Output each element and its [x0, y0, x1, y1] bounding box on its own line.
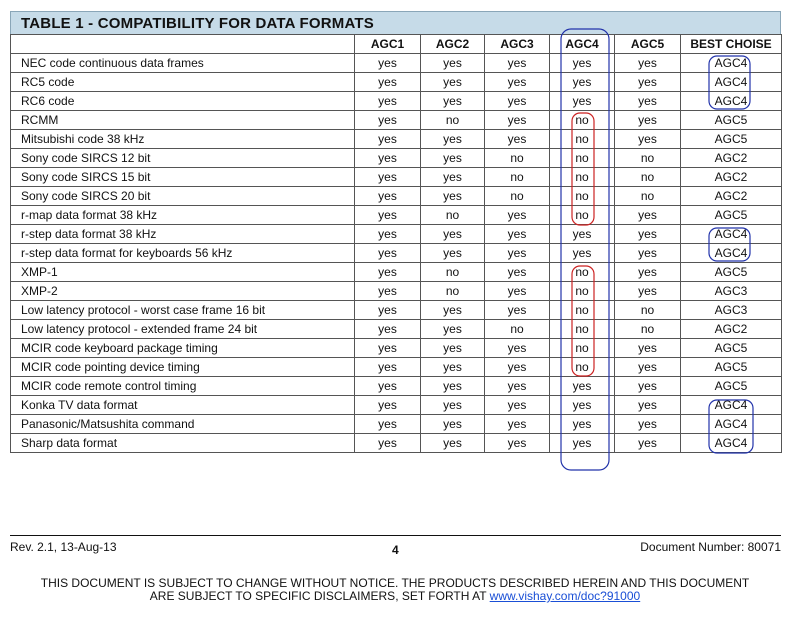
compat-cell: yes	[421, 415, 485, 434]
compat-cell: yes	[550, 396, 615, 415]
compat-cell: yes	[615, 92, 681, 111]
compat-cell: yes	[615, 396, 681, 415]
compat-cell: no	[485, 168, 550, 187]
compat-cell: yes	[485, 73, 550, 92]
compat-cell: yes	[355, 130, 421, 149]
compat-cell: no	[615, 320, 681, 339]
format-name-cell: Sharp data format	[11, 434, 355, 453]
compat-cell: yes	[355, 54, 421, 73]
compat-cell: AGC4	[681, 92, 782, 111]
document-number: Document Number: 80071	[640, 540, 781, 554]
compat-cell: AGC2	[681, 320, 782, 339]
compat-cell: yes	[485, 206, 550, 225]
format-name-cell: Sony code SIRCS 15 bit	[11, 168, 355, 187]
compat-cell: yes	[421, 244, 485, 263]
compat-cell: no	[550, 263, 615, 282]
header-col-6: BEST CHOISE	[681, 35, 782, 54]
compat-cell: yes	[355, 339, 421, 358]
compat-cell: yes	[485, 225, 550, 244]
compat-cell: yes	[355, 225, 421, 244]
compat-cell: yes	[615, 54, 681, 73]
compat-cell: yes	[485, 282, 550, 301]
header-col-5: AGC5	[615, 35, 681, 54]
table-row	[11, 92, 782, 111]
format-name-cell: RC6 code	[11, 92, 355, 111]
compat-cell: AGC2	[681, 168, 782, 187]
format-name-cell: Panasonic/Matsushita command	[11, 415, 355, 434]
revision-label: Rev. 2.1, 13-Aug-13	[10, 540, 117, 554]
compat-cell: yes	[421, 434, 485, 453]
compat-cell: yes	[550, 244, 615, 263]
format-name-cell: MCIR code keyboard package timing	[11, 339, 355, 358]
footer-divider	[10, 535, 781, 536]
compat-cell: yes	[355, 206, 421, 225]
compat-cell: yes	[421, 225, 485, 244]
header-col-3: AGC3	[485, 35, 550, 54]
table-row	[11, 263, 782, 282]
compat-cell: AGC3	[681, 301, 782, 320]
compat-cell: yes	[615, 263, 681, 282]
compat-cell: yes	[485, 130, 550, 149]
compat-cell: yes	[421, 301, 485, 320]
compat-cell: no	[550, 320, 615, 339]
format-name-cell: Low latency protocol - worst case frame 16 bit	[11, 301, 355, 320]
compat-cell: yes	[615, 358, 681, 377]
table-row	[11, 377, 782, 396]
table-row	[11, 149, 782, 168]
compat-cell: yes	[550, 225, 615, 244]
header-format	[11, 35, 355, 54]
compat-cell: no	[485, 320, 550, 339]
compatibility-table-container	[10, 11, 781, 453]
format-name-cell: r-map data format 38 kHz	[11, 206, 355, 225]
compat-cell: yes	[355, 282, 421, 301]
compat-cell: yes	[550, 92, 615, 111]
compat-cell: yes	[355, 187, 421, 206]
compat-cell: no	[550, 358, 615, 377]
compat-cell: yes	[550, 377, 615, 396]
compat-cell: no	[421, 282, 485, 301]
compat-cell: yes	[485, 111, 550, 130]
table-header-row	[11, 35, 782, 54]
compat-cell: no	[550, 301, 615, 320]
format-name-cell: RCMM	[11, 111, 355, 130]
compat-cell: AGC5	[681, 339, 782, 358]
format-name-cell: Sony code SIRCS 20 bit	[11, 187, 355, 206]
compat-cell: yes	[485, 434, 550, 453]
compat-cell: no	[550, 339, 615, 358]
compat-cell: AGC5	[681, 263, 782, 282]
compat-cell: no	[550, 168, 615, 187]
table-row	[11, 73, 782, 92]
format-name-cell: MCIR code pointing device timing	[11, 358, 355, 377]
compat-cell: yes	[421, 92, 485, 111]
table-row	[11, 396, 782, 415]
compat-cell: yes	[550, 434, 615, 453]
table-row	[11, 301, 782, 320]
compatibility-table	[10, 34, 782, 453]
table-row	[11, 225, 782, 244]
compat-cell: yes	[615, 434, 681, 453]
compat-cell: yes	[485, 396, 550, 415]
compat-cell: yes	[355, 73, 421, 92]
compat-cell: no	[615, 187, 681, 206]
compat-cell: yes	[355, 168, 421, 187]
table-row	[11, 187, 782, 206]
format-name-cell: r-step data format for keyboards 56 kHz	[11, 244, 355, 263]
table-row	[11, 434, 782, 453]
compat-cell: yes	[485, 244, 550, 263]
format-name-cell: Mitsubishi code 38 kHz	[11, 130, 355, 149]
compat-cell: AGC4	[681, 225, 782, 244]
disclaimer-link[interactable]: www.vishay.com/doc?91000	[489, 589, 641, 603]
disclaimer-line-2	[0, 590, 790, 603]
compat-cell: yes	[615, 225, 681, 244]
compat-cell: yes	[355, 377, 421, 396]
compat-cell: yes	[421, 130, 485, 149]
compat-cell: yes	[485, 377, 550, 396]
compat-cell: no	[421, 263, 485, 282]
compat-cell: no	[615, 168, 681, 187]
compat-cell: yes	[485, 263, 550, 282]
compat-cell: AGC4	[681, 434, 782, 453]
compat-cell: yes	[485, 301, 550, 320]
compat-cell: no	[421, 206, 485, 225]
format-name-cell: r-step data format 38 kHz	[11, 225, 355, 244]
compat-cell: AGC2	[681, 149, 782, 168]
compat-cell: yes	[485, 92, 550, 111]
compat-cell: AGC3	[681, 282, 782, 301]
compat-cell: yes	[421, 73, 485, 92]
table-row	[11, 206, 782, 225]
table-row	[11, 244, 782, 263]
format-name-cell: XMP-1	[11, 263, 355, 282]
format-name-cell: RC5 code	[11, 73, 355, 92]
compat-cell: AGC5	[681, 111, 782, 130]
compat-cell: yes	[355, 434, 421, 453]
format-name-cell: NEC code continuous data frames	[11, 54, 355, 73]
compat-cell: no	[615, 149, 681, 168]
compat-cell: yes	[615, 73, 681, 92]
compat-cell: AGC5	[681, 358, 782, 377]
compat-cell: yes	[485, 54, 550, 73]
compat-cell: AGC5	[681, 377, 782, 396]
compat-cell: yes	[550, 415, 615, 434]
compat-cell: yes	[550, 54, 615, 73]
compat-cell: AGC4	[681, 396, 782, 415]
compat-cell: no	[550, 206, 615, 225]
compat-cell: yes	[615, 130, 681, 149]
table-row	[11, 415, 782, 434]
disclaimer-line-2-text: ARE SUBJECT TO SPECIFIC DISCLAIMERS, SET FORTH AT	[149, 589, 487, 603]
table-row	[11, 130, 782, 149]
compat-cell: yes	[615, 111, 681, 130]
format-name-cell: Low latency protocol - extended frame 24 bit	[11, 320, 355, 339]
compat-cell: yes	[421, 358, 485, 377]
compat-cell: AGC2	[681, 187, 782, 206]
table-row	[11, 111, 782, 130]
compat-cell: yes	[355, 396, 421, 415]
compat-cell: AGC4	[681, 415, 782, 434]
format-name-cell: Konka TV data format	[11, 396, 355, 415]
compat-cell: yes	[355, 244, 421, 263]
compat-cell: AGC4	[681, 244, 782, 263]
compat-cell: no	[615, 301, 681, 320]
table-row	[11, 358, 782, 377]
compat-cell: yes	[615, 206, 681, 225]
compat-cell: yes	[421, 187, 485, 206]
compat-cell: yes	[355, 320, 421, 339]
table-row	[11, 339, 782, 358]
compat-cell: no	[550, 130, 615, 149]
compat-cell: yes	[615, 282, 681, 301]
disclaimer	[0, 577, 790, 603]
table-row	[11, 54, 782, 73]
compat-cell: yes	[421, 396, 485, 415]
compat-cell: yes	[355, 263, 421, 282]
header-col-1: AGC1	[355, 35, 421, 54]
compat-cell: no	[550, 111, 615, 130]
compat-cell: yes	[421, 149, 485, 168]
compat-cell: AGC5	[681, 206, 782, 225]
compat-cell: yes	[421, 377, 485, 396]
compat-cell: no	[550, 282, 615, 301]
compat-cell: yes	[615, 339, 681, 358]
compat-cell: yes	[355, 301, 421, 320]
header-col-2: AGC2	[421, 35, 485, 54]
compat-cell: yes	[355, 92, 421, 111]
format-name-cell: MCIR code remote control timing	[11, 377, 355, 396]
table-body	[11, 54, 782, 453]
compat-cell: no	[550, 149, 615, 168]
compat-cell: yes	[550, 73, 615, 92]
compat-cell: AGC4	[681, 54, 782, 73]
table-row	[11, 282, 782, 301]
compat-cell: yes	[421, 339, 485, 358]
compat-cell: no	[550, 187, 615, 206]
compat-cell: yes	[485, 415, 550, 434]
compat-cell: yes	[355, 415, 421, 434]
compat-cell: no	[421, 111, 485, 130]
compat-cell: yes	[421, 168, 485, 187]
compat-cell: yes	[421, 320, 485, 339]
compat-cell: no	[485, 187, 550, 206]
disclaimer-line-1: THIS DOCUMENT IS SUBJECT TO CHANGE WITHOUT NOTICE. THE PRODUCTS DESCRIBED HEREIN AND THIS DOCUMENT	[40, 576, 750, 590]
header-col-4: AGC4	[550, 35, 615, 54]
compat-cell: yes	[615, 377, 681, 396]
table-row	[11, 320, 782, 339]
compat-cell: yes	[485, 358, 550, 377]
compat-cell: yes	[485, 339, 550, 358]
compat-cell: yes	[421, 54, 485, 73]
page-number: 4	[392, 543, 399, 557]
compat-cell: yes	[355, 358, 421, 377]
compat-cell: yes	[615, 244, 681, 263]
format-name-cell: XMP-2	[11, 282, 355, 301]
compat-cell: yes	[615, 415, 681, 434]
compat-cell: AGC4	[681, 73, 782, 92]
format-name-cell: Sony code SIRCS 12 bit	[11, 149, 355, 168]
table-title: TABLE 1 - COMPATIBILITY FOR DATA FORMATS	[10, 11, 781, 34]
compat-cell: yes	[355, 149, 421, 168]
compat-cell: no	[485, 149, 550, 168]
compat-cell: AGC5	[681, 130, 782, 149]
table-row	[11, 168, 782, 187]
compat-cell: yes	[355, 111, 421, 130]
